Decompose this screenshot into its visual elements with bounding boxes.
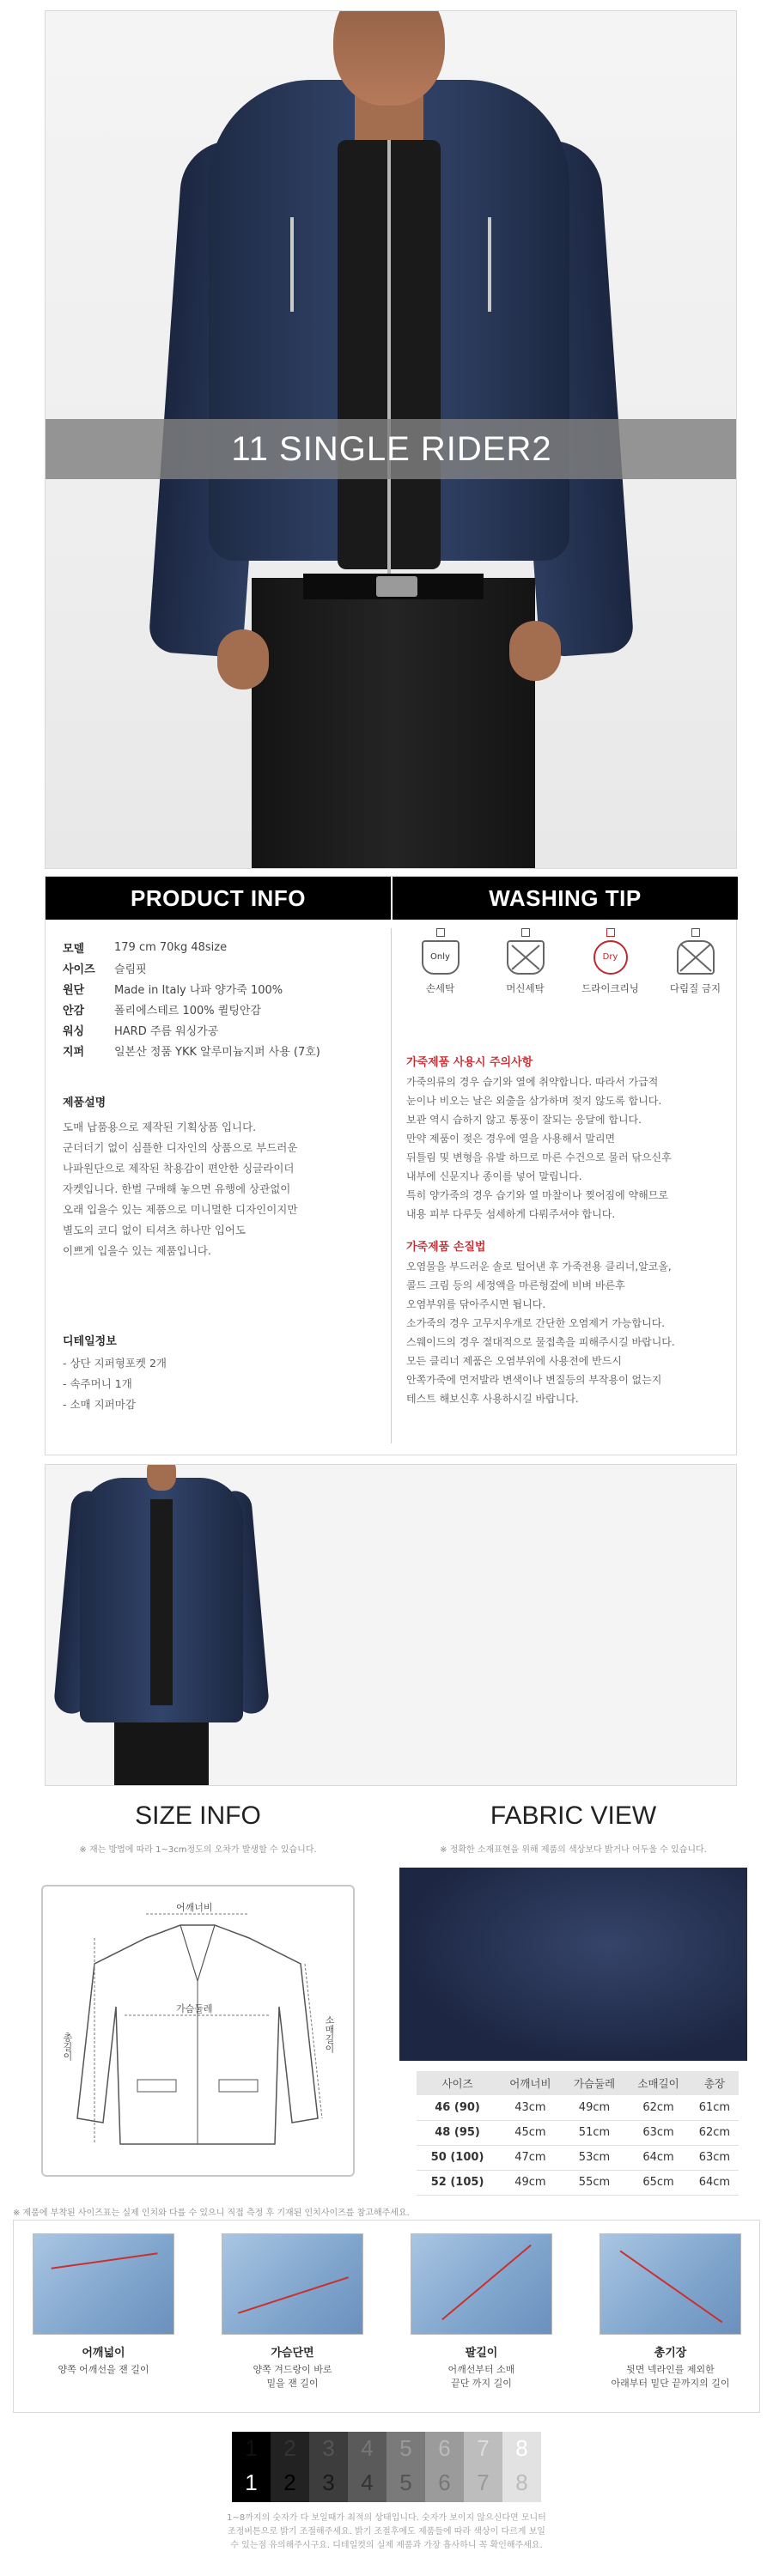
hand-right: [509, 621, 561, 681]
shoulder-label: 어깨너비: [176, 1902, 213, 1913]
cross-icon: [507, 940, 545, 975]
wash-icon-text: Only: [430, 952, 450, 962]
table-cell: 46 (90): [417, 2095, 498, 2120]
measure-item-sleeve: [411, 2233, 552, 2391]
center-zipper: [387, 140, 391, 586]
spec-key: 원단: [63, 983, 85, 997]
scale-cell: [232, 2432, 271, 2502]
dry-clean-icon: [593, 940, 628, 975]
table-cell: 65cm: [626, 2170, 691, 2195]
spec-value: 일본산 정품 YKK 알루미늄지퍼 사용 (7호): [114, 1045, 320, 1059]
size-diagram: [41, 1885, 355, 2177]
chest-pocket-zipper-left: [290, 217, 294, 312]
table-cell: 50 (100): [417, 2145, 498, 2170]
table-cell: 53cm: [563, 2145, 627, 2170]
checkmark-icon: [606, 928, 615, 937]
spec-value: Made in Italy 나파 양가죽 100%: [114, 983, 283, 997]
scale-number: 7: [477, 2470, 490, 2495]
info-divider: [391, 928, 392, 1443]
caution-line: 내용 피부 다루듯 섬세하게 다뤄주셔야 합니다.: [406, 1208, 616, 1220]
scale-number: 7: [477, 2435, 490, 2461]
table-cell: 49cm: [563, 2095, 627, 2120]
length-label: 총길이: [62, 2032, 73, 2061]
spec-row: [63, 999, 380, 1019]
wash-item-iron: [661, 928, 730, 1031]
scale-number: 2: [283, 2470, 296, 2495]
hand-left: [217, 629, 269, 690]
table-row: [417, 2095, 739, 2120]
description-line: 이쁘게 입을수 있는 제품입니다.: [63, 1244, 211, 1257]
wash-item-dry: [576, 928, 645, 1031]
care-line: 안쪽가죽에 먼저발라 변색이나 변질등의 부작용이 없는지: [406, 1374, 662, 1386]
size-header: 사이즈: [417, 2071, 498, 2095]
belt-buckle: [376, 576, 417, 597]
spec-row: [63, 937, 380, 957]
caution-title: 가죽제품 사용시 주의사항: [406, 1056, 533, 1069]
care-line: 콜드 크림 등의 세정액을 마른헝겊에 비벼 바른후: [406, 1279, 625, 1291]
table-row: [417, 2170, 739, 2195]
spec-row: [63, 957, 380, 978]
scale-cell: [425, 2432, 464, 2502]
measure-desc-line: 뒷면 넥라인를 제외한: [626, 2364, 715, 2375]
product-title-band: [46, 419, 737, 479]
size-info-title: SIZE INFO: [135, 1801, 261, 1830]
checkbox-icon: [436, 928, 445, 937]
wash-icon-text: Dry: [602, 952, 618, 962]
table-cell: 51cm: [563, 2120, 627, 2145]
scale-number: 4: [361, 2470, 374, 2495]
care-line: 모든 클리너 제품은 오염부위에 사용전에 반드시: [406, 1355, 622, 1367]
chest-photo: [222, 2233, 363, 2335]
table-cell: 52 (105): [417, 2170, 498, 2195]
wash-label: 머신세탁: [506, 982, 545, 994]
measure-desc-line: 양쪽 어깨선을 잰 길이: [58, 2364, 149, 2375]
model-head: [147, 1464, 176, 1491]
spec-key: 모델: [63, 942, 85, 956]
sleeve-photo: [411, 2233, 552, 2335]
measure-desc-line: 양쪽 겨드랑이 바로: [253, 2364, 332, 2375]
spec-table: [63, 937, 380, 1060]
spec-value: 슬림핏: [114, 963, 147, 976]
measure-desc: [222, 2363, 363, 2391]
detail-item: - 소매 지퍼마감: [63, 1398, 136, 1411]
monitor-calibration-note: [180, 2512, 593, 2553]
detail-item: - 상단 지퍼형포켓 2개: [63, 1357, 167, 1370]
spec-key: 사이즈: [63, 963, 95, 976]
caution-line: 가죽의류의 경우 습기와 열에 취약합니다. 따라서 가급적: [406, 1076, 659, 1088]
measure-line: [441, 2245, 532, 2320]
scale-number: 8: [515, 2470, 528, 2495]
description-line: 나파원단으로 제작된 착용감이 편안한 싱글라이더: [63, 1162, 295, 1175]
product-photo-2: [45, 1464, 737, 1786]
table-cell: 55cm: [563, 2170, 627, 2195]
chest-header: 가슴둘레: [563, 2071, 627, 2095]
fabric-view-note: ※ 정확한 소재표현을 위해 제품의 색상보다 밝거나 어두울 수 있습니다.: [440, 1845, 707, 1855]
spec-key: 안감: [63, 1004, 85, 1018]
table-cell: 64cm: [626, 2145, 691, 2170]
table-cell: 64cm: [691, 2170, 739, 2195]
hand-wash-icon: [422, 940, 460, 975]
measure-desc: [600, 2363, 741, 2391]
shoulder-header: 어깨너비: [498, 2071, 563, 2095]
wash-label: 드라이크리닝: [581, 982, 639, 994]
description-line: 도매 납품용으로 제작된 기획상품 입니다.: [63, 1121, 257, 1133]
scale-cell: [271, 2432, 309, 2502]
fabric-view-title: FABRIC VIEW: [490, 1801, 657, 1830]
table-cell: 62cm: [691, 2120, 739, 2145]
care-title: 가죽제품 손질법: [406, 1241, 486, 1254]
washing-tip-header: WASHING TIP: [393, 877, 738, 920]
care-line: 테스트 해보신후 사용하시길 바랍니다.: [406, 1393, 579, 1405]
table-cell: 63cm: [626, 2120, 691, 2145]
jeans: [114, 1722, 209, 1786]
measure-desc: [33, 2363, 174, 2377]
spec-value: 179 cm 70kg 48size: [114, 940, 228, 954]
scale-cell: [309, 2432, 348, 2502]
product-info-header: PRODUCT INFO: [46, 877, 391, 920]
tshirt: [150, 1499, 173, 1705]
description-title: 제품설명: [63, 1097, 107, 1109]
measure-note: ※ 제품에 부착된 사이즈표는 실제 인치와 다를 수 있으니 직접 측정 후 기재된 인치사이즈를 참고해주세요.: [13, 2208, 410, 2218]
detail-title: 디테일정보: [63, 1335, 117, 1348]
measure-title: 팔길이: [465, 2347, 498, 2360]
length-header: 총장: [691, 2071, 739, 2095]
scale-number: 5: [399, 2470, 412, 2495]
scale-number: 4: [361, 2435, 374, 2461]
checkbox-icon: [691, 928, 700, 937]
spec-value: HARD 주름 워싱가공: [114, 1024, 219, 1038]
scale-number: 8: [515, 2435, 528, 2461]
table-cell: 48 (95): [417, 2120, 498, 2145]
measure-desc-line: 아래부터 밑단 끝까지의 길이: [611, 2378, 730, 2389]
scale-number: 3: [322, 2435, 335, 2461]
spec-row: [63, 1019, 380, 1040]
measure-title: 어깨넓이: [82, 2347, 125, 2360]
length-photo: [600, 2233, 741, 2335]
cross-icon: [677, 940, 715, 975]
measure-desc-line: 끝단 까지 길이: [451, 2378, 512, 2389]
detail-list: [63, 1353, 167, 1415]
care-text: [406, 1257, 733, 1408]
jacket-outline-diagram: [43, 1886, 353, 2175]
care-line: 소가죽의 경우 고무지우개로 간단한 오염제거 가능합니다.: [406, 1317, 666, 1329]
footer-line: 수 있는점 유의해주시구요. 디테일컷의 실제 제품과 가장 흡사하니 꼭 확인해주세요.: [230, 2541, 543, 2550]
spec-row: [63, 978, 380, 999]
table-cell: 61cm: [691, 2095, 739, 2120]
spec-key: 지퍼: [63, 1045, 85, 1059]
monitor-gray-scale: [232, 2432, 541, 2502]
measure-title: 총기장: [654, 2347, 687, 2360]
measure-item-length: [600, 2233, 741, 2391]
caution-line: 보관 역시 습하지 않고 통풍이 잘되는 응달에 합니다.: [406, 1114, 642, 1126]
care-line: 오염물을 부드러운 솔로 털어낸 후 가죽전용 클리너,알코올,: [406, 1261, 672, 1273]
measure-item-chest: [222, 2233, 363, 2391]
scale-number: 1: [245, 2470, 258, 2495]
table-cell: 49cm: [498, 2170, 563, 2195]
fabric-swatch: [399, 1868, 747, 2061]
checkbox-icon: [521, 928, 530, 937]
description-line: 별도의 코디 없이 티셔츠 하나만 입어도: [63, 1224, 247, 1236]
scale-number: 3: [322, 2470, 335, 2495]
table-row: [417, 2145, 739, 2170]
machine-wash-icon: [507, 940, 545, 975]
scale-cell: [464, 2432, 502, 2502]
jeans: [252, 578, 535, 869]
sleeve-header: 소매길이: [626, 2071, 691, 2095]
scale-number: 6: [438, 2470, 451, 2495]
shoulder-photo: [33, 2233, 174, 2335]
caution-line: 특히 양가죽의 경우 습기와 열 마찰이나 찢어짐에 약해므로: [406, 1189, 668, 1201]
scale-number: 6: [438, 2435, 451, 2461]
caution-text: [406, 1072, 733, 1224]
caution-line: 만약 제품이 젖은 경우에 열을 사용해서 말리면: [406, 1133, 616, 1145]
chest-label: 가슴둘레: [176, 2003, 213, 2014]
scale-number: 2: [283, 2435, 296, 2461]
size-table-header: [417, 2071, 739, 2095]
caution-line: 내부에 신문지나 종이를 넣어 말립니다.: [406, 1170, 582, 1182]
sleeve-label: 소매길이: [324, 2015, 335, 2053]
spec-key: 워싱: [63, 1024, 85, 1038]
measure-desc-line: 밑을 잰 길이: [266, 2378, 319, 2389]
measure-line: [238, 2276, 349, 2314]
scale-number: 1: [245, 2435, 258, 2461]
scale-number: 5: [399, 2435, 412, 2461]
table-cell: 47cm: [498, 2145, 563, 2170]
detail-item: - 속주머니 1개: [63, 1377, 132, 1390]
measure-item-shoulder: [33, 2233, 174, 2377]
table-cell: 62cm: [626, 2095, 691, 2120]
table-cell: 43cm: [498, 2095, 563, 2120]
table-cell: 45cm: [498, 2120, 563, 2145]
measure-line: [620, 2251, 723, 2324]
description-line: 오래 입을수 있는 제품으로 미니멀한 디자인이지만: [63, 1203, 298, 1216]
table-cell: 63cm: [691, 2145, 739, 2170]
scale-cell: [348, 2432, 386, 2502]
description-line: 군더더기 없이 심플한 디자인의 상품으로 부드러운: [63, 1141, 298, 1154]
wash-label: 다림질 금지: [669, 982, 721, 994]
hero-photo: [45, 10, 737, 869]
chest-pocket-zipper-right: [488, 217, 491, 312]
description-line: 자켓입니다. 한벌 구매해 놓으면 유행에 상관없이: [63, 1182, 291, 1195]
footer-line: 1~8까지의 숫자가 다 보일때가 최적의 상태입니다. 숫자가 보이지 않으신다면 모니터: [227, 2513, 546, 2523]
measure-desc-line: 어깨선부터 소매: [447, 2364, 515, 2375]
table-row: [417, 2120, 739, 2145]
description-text: [63, 1117, 380, 1261]
measure-desc: [411, 2363, 552, 2391]
size-table: [417, 2071, 739, 2196]
scale-cell: [502, 2432, 541, 2502]
info-section: [45, 876, 737, 1455]
size-info-note: ※ 재는 방법에 따라 1~3cm정도의 오차가 발생할 수 있습니다.: [79, 1845, 317, 1855]
washing-icons: [398, 928, 738, 1031]
product-title: 11 SINGLE RIDER2: [231, 429, 552, 468]
wash-item-machine: [491, 928, 560, 1031]
wash-item-hand: [406, 928, 475, 1031]
wash-label: 손세탁: [425, 982, 455, 994]
measure-line: [51, 2252, 157, 2269]
footer-line: 조정버튼으로 밝기 조절해주세요. 밝기 조절후에도 제품들에 따라 색상이 다르게 보일: [228, 2527, 545, 2537]
spec-value: 폴리에스테르 100% 퀼팅안감: [114, 1004, 262, 1018]
measure-title: 가슴단면: [271, 2347, 314, 2360]
care-line: 스웨이드의 경우 절대적으로 물접촉을 피해주시길 바랍니다.: [406, 1336, 675, 1348]
caution-line: 눈이나 비오는 날은 외출을 삼가하며 젖지 않도록 합니다.: [406, 1095, 662, 1107]
caution-line: 뒤틀림 및 변형을 유발 하므로 마른 수건으로 물러 닦으신후: [406, 1151, 672, 1163]
spec-row: [63, 1040, 380, 1060]
measure-guide: [13, 2220, 760, 2413]
care-line: 오염부위를 닦아주시면 됩니다.: [406, 1298, 546, 1310]
no-iron-icon: [677, 940, 715, 975]
scale-cell: [386, 2432, 425, 2502]
